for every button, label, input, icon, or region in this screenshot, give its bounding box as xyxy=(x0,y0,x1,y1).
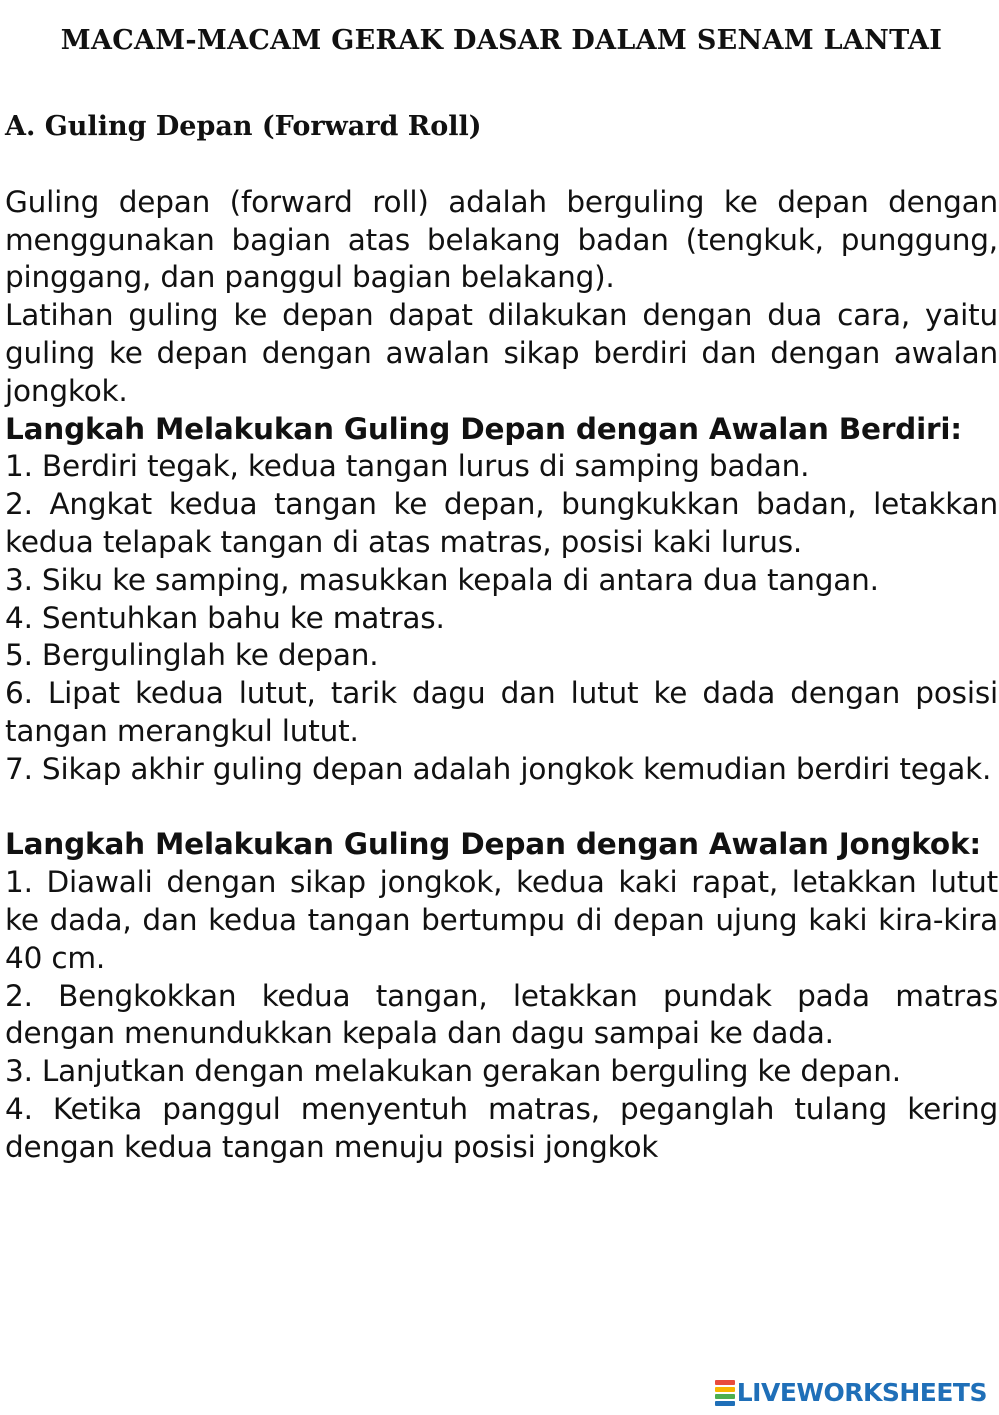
liveworksheets-watermark xyxy=(715,1378,987,1407)
page-title: MACAM-MACAM GERAK DASAR DALAM SENAM LANTAI xyxy=(60,25,943,56)
watermark-text: LIVEWORKSHEETS xyxy=(736,1378,987,1407)
standing-step: 3. Siku ke samping, masukkan kepala di antara dua tangan. xyxy=(5,562,879,597)
standing-step: 7. Sikap akhir guling depan adalah jongkok kemudian berdiri tegak. xyxy=(5,751,992,786)
worksheet-page xyxy=(5,0,998,1167)
intro-paragraph: Guling depan (forward roll) adalah berguling ke depan dengan menggunakan bagian atas belakang badan (tengkuk, punggung, pinggang, dan panggul bagian belakang). xyxy=(5,184,998,295)
spacer xyxy=(5,146,998,184)
squatting-step: 3. Lanjutkan dengan melakukan gerakan berguling ke depan. xyxy=(5,1054,901,1089)
methods-paragraph: Latihan guling ke depan dapat dilakukan dengan dua cara, yaitu guling ke depan dengan awalan sikap berdiri dan dengan awalan jongkok. xyxy=(5,298,998,408)
liveworksheets-logo-icon xyxy=(715,1380,735,1406)
squatting-step: 4. Ketika panggul menyentuh matras, peganglah tulang kering dengan kedua tangan menuju posisi jongkok xyxy=(5,1091,998,1164)
standing-step: 5. Bergulinglah ke depan. xyxy=(5,638,379,673)
standing-step: 2. Angkat kedua tangan ke depan, bungkukkan badan, letakkan kedua telapak tangan di atas matras, posisi kaki lurus. xyxy=(5,487,998,559)
spacer xyxy=(5,789,998,827)
section-heading: A. Guling Depan (Forward Roll) xyxy=(5,111,482,142)
standing-step: 1. Berdiri tegak, kedua tangan lurus di samping badan. xyxy=(5,449,810,484)
standing-step: 6. Lipat kedua lutut, tarik dagu dan lutut ke dada dengan posisi tangan merangkul lutut. xyxy=(5,676,998,748)
squatting-step: 1. Diawali dengan sikap jongkok, kedua kaki rapat, letakkan lutut ke dada, dan kedua tangan bertumpu di depan ujung kaki kira-kira 40 cm. xyxy=(5,865,998,975)
squatting-steps-heading: Langkah Melakukan Guling Depan dengan Awalan Jongkok: xyxy=(5,827,982,862)
standing-steps-heading: Langkah Melakukan Guling Depan dengan Awalan Berdiri: xyxy=(5,411,962,446)
squatting-step: 2. Bengkokkan kedua tangan, letakkan pundak pada matras dengan menundukkan kepala dan dagu sampai ke dada. xyxy=(5,978,998,1051)
standing-step: 4. Sentuhkan bahu ke matras. xyxy=(5,600,445,635)
